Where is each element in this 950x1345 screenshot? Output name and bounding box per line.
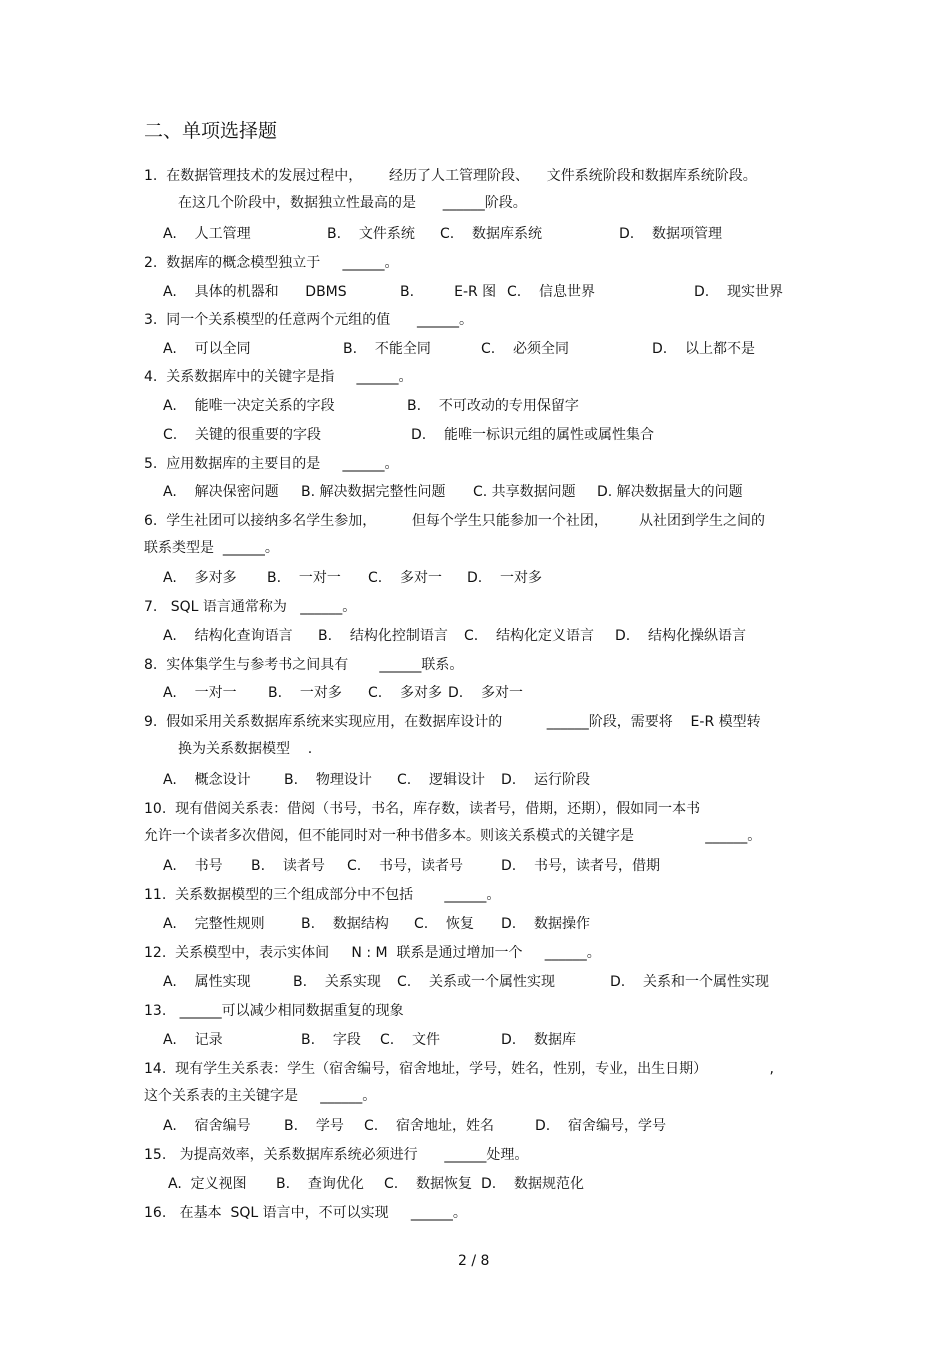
question-9-text-cont: 换为关系数据模型 .: [178, 741, 313, 757]
question-4-options-row1: [0, 398, 950, 416]
question-1-text-cont: 在这几个阶段中，数据独立性最高的是 ______阶段。: [178, 195, 527, 211]
question-14-text: 14. 现有学生关系表：学生（宿舍编号，宿舍地址，学号，姓名，性别，专业，出生日期） ,: [144, 1061, 774, 1077]
question-2-text: 2. 数据库的概念模型独立于 ______。: [144, 255, 399, 271]
page-number: 2 / 8: [458, 1253, 490, 1269]
question-10-text-cont: 允许一个读者多次借阅，但不能同时对一种书借多本。则该关系模式的关键字是 ______。: [144, 828, 762, 844]
question-1-options: [0, 226, 950, 244]
option-b: B. 数据结构: [301, 916, 389, 932]
option-c: C. 必须全同: [481, 341, 570, 357]
option-b: B. 不能全同: [343, 341, 431, 357]
question-5-text: 5. 应用数据库的主要目的是 ______。: [144, 456, 399, 472]
question-14-text-cont: 这个关系表的主关键字是 ______。: [144, 1088, 377, 1104]
option-c: C. 数据库系统: [440, 226, 543, 242]
option-a: A. 能唯一决定关系的字段: [163, 398, 335, 414]
option-a: A. 具体的机器和 DBMS: [163, 284, 347, 300]
option-b: B. 结构化控制语言: [318, 628, 448, 644]
question-1-text: 1. 在数据管理技术的发展过程中， 经历了人工管理阶段、 文件系统阶段和数据库系统阶段。: [144, 168, 757, 184]
option-a: A. 定义视图: [168, 1176, 247, 1192]
option-a: A. 可以全同: [163, 341, 251, 357]
option-c: C. 多对多: [368, 685, 443, 701]
question-12-options: [0, 974, 950, 992]
question-3-options: [0, 341, 950, 359]
option-d: D. 能唯一标识元组的属性或属性集合: [411, 427, 655, 443]
question-6-text: 6. 学生社团可以接纳多名学生参加， 但每个学生只能参加一个社团， 从社团到学生之间的: [144, 513, 766, 529]
option-c: C. 书号，读者号: [347, 858, 464, 874]
question-13-options: [0, 1032, 950, 1050]
question-6-text-cont: 联系类型是 ______。: [144, 540, 279, 556]
option-c: C. 数据恢复: [384, 1176, 473, 1192]
option-d: D. 解决数据量大的问题: [597, 484, 743, 500]
question-11-text: 11. 关系数据模型的三个组成部分中不包括 ______。: [144, 887, 501, 903]
option-b: B. 查询优化: [276, 1176, 364, 1192]
option-c: C. 结构化定义语言: [464, 628, 595, 644]
option-a: A. 书号: [163, 858, 223, 874]
question-15-text: 15. 为提高效率，关系数据库系统必须进行 ______处理。: [144, 1147, 529, 1163]
option-c: C. 关系或一个属性实现: [397, 974, 556, 990]
option-d: D. 运行阶段: [501, 772, 591, 788]
question-3-text: 3. 同一个关系模型的任意两个元组的值 ______。: [144, 312, 473, 328]
question-11-options: [0, 916, 950, 934]
question-14-options: [0, 1118, 950, 1136]
question-7-text: 7. SQL 语言通常称为 ______。: [144, 599, 357, 615]
option-c: C. 多对一: [368, 570, 443, 586]
option-a: A. 概念设计: [163, 772, 251, 788]
question-2-options: [0, 284, 950, 302]
option-c: C. 逻辑设计: [397, 772, 486, 788]
option-a: A. 一对一: [163, 685, 237, 701]
question-13-text: 13. ______可以减少相同数据重复的现象: [144, 1003, 404, 1019]
option-d: D. 关系和一个属性实现: [610, 974, 770, 990]
question-8-options: [0, 685, 950, 703]
option-a: A. 属性实现: [163, 974, 251, 990]
option-a: A. 完整性规则: [163, 916, 265, 932]
option-d: D. 宿舍编号，学号: [535, 1118, 667, 1134]
option-d: D. 数据库: [501, 1032, 577, 1048]
option-b: B. 物理设计: [284, 772, 372, 788]
question-10-text: 10. 现有借阅关系表：借阅（书号，书名，库存数，读者号，借期，还期），假如同一本书: [144, 801, 701, 817]
option-b: B. 解决数据完整性问题: [301, 484, 446, 500]
option-c: C. 文件: [380, 1032, 441, 1048]
option-a: A. 记录: [163, 1032, 223, 1048]
option-a: A. 结构化查询语言: [163, 628, 293, 644]
option-b: B. 一对多: [268, 685, 342, 701]
option-d: D. 数据规范化: [481, 1176, 585, 1192]
option-d: D. 多对一: [448, 685, 524, 701]
question-8-text: 8. 实体集学生与参考书之间具有 ______联系。: [144, 657, 464, 673]
question-5-options: [0, 484, 950, 502]
question-4-options-row2: [0, 427, 950, 445]
option-c: C. 宿舍地址，姓名: [364, 1118, 495, 1134]
question-4-text: 4. 关系数据库中的关键字是指 ______。: [144, 369, 413, 385]
option-b: B. 学号: [284, 1118, 344, 1134]
option-d: D. 书号，读者号，借期: [501, 858, 661, 874]
question-10-options: [0, 858, 950, 876]
option-b: B. 文件系统: [327, 226, 415, 242]
question-15-options: [0, 1176, 950, 1194]
question-7-options: [0, 628, 950, 646]
option-b: B. 关系实现: [293, 974, 381, 990]
option-d: D. 数据项管理: [619, 226, 723, 242]
option-d: D. 数据操作: [501, 916, 591, 932]
option-b: B. 一对一: [267, 570, 341, 586]
option-a: A. 宿舍编号: [163, 1118, 251, 1134]
option-c: C. 信息世界: [507, 284, 596, 300]
option-b: B. 不可改动的专用保留字: [407, 398, 579, 414]
option-d: D. 结构化操纵语言: [615, 628, 747, 644]
question-16-text: 16. 在基本 SQL 语言中，不可以实现 ______。: [144, 1205, 467, 1221]
option-a: A. 多对多: [163, 570, 237, 586]
option-c: C. 恢复: [414, 916, 475, 932]
question-9-text: 9. 假如采用关系数据库系统来实现应用，在数据库设计的 ______阶段，需要将 E-R 模型转: [144, 714, 761, 730]
option-a: A. 人工管理: [163, 226, 251, 242]
question-6-options: [0, 570, 950, 588]
option-a: A. 解决保密问题: [163, 484, 279, 500]
section-title: 二、单项选择题: [144, 120, 278, 142]
option-c: C. 共享数据问题: [473, 484, 576, 500]
option-d: D. 以上都不是: [652, 341, 756, 357]
option-b: B. 读者号: [251, 858, 325, 874]
option-c: C. 关键的很重要的字段: [163, 427, 322, 443]
option-d: D. 现实世界: [694, 284, 784, 300]
question-9-options: [0, 772, 950, 790]
question-12-text: 12. 关系模型中，表示实体间 N : M 联系是通过增加一个 ______。: [144, 945, 601, 961]
option-b: B. 字段: [301, 1032, 361, 1048]
option-d: D. 一对多: [467, 570, 543, 586]
option-b: B. E-R 图: [400, 284, 497, 300]
